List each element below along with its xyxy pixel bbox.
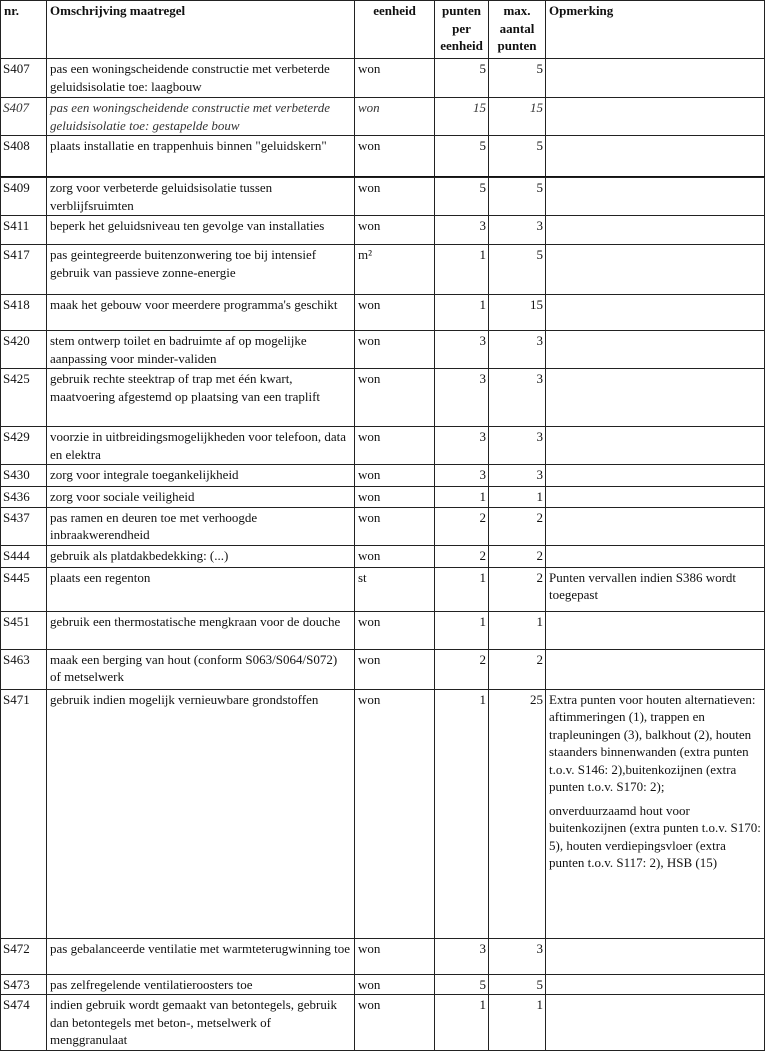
header-remark: Opmerking [546, 1, 765, 59]
points-per-unit: 3 [435, 216, 489, 245]
points-per-unit: 3 [435, 465, 489, 487]
measure-description: maak het gebouw voor meerdere programma's geschikt [47, 295, 355, 331]
measure-description: stem ontwerp toilet en badruimte af op mogelijke aanpassing voor minder-validen [47, 331, 355, 369]
table-row [1, 567, 765, 611]
measure-number: S407 [1, 59, 47, 98]
measure-number: S444 [1, 545, 47, 567]
max-points: 3 [489, 938, 546, 974]
max-points: 5 [489, 136, 546, 177]
points-per-unit: 3 [435, 938, 489, 974]
measure-description: gebruik een thermostatische mengkraan voor de douche [47, 611, 355, 649]
points-per-unit: 5 [435, 59, 489, 98]
remark-cell [546, 136, 765, 177]
max-points: 2 [489, 567, 546, 611]
table-row [1, 487, 765, 508]
measure-number: S473 [1, 974, 47, 995]
measure-description: pas zelfregelende ventilatieroosters toe [47, 974, 355, 995]
measure-description: pas ramen en deuren toe met verhoogde inbraakwerendheid [47, 507, 355, 545]
points-per-unit: 2 [435, 545, 489, 567]
measure-description: zorg voor verbeterde geluidsisolatie tussen verblijfsruimten [47, 178, 355, 216]
remark-cell [546, 369, 765, 427]
measure-description: plaats installatie en trappenhuis binnen "geluidskern" [47, 136, 355, 177]
unit-cell: won [355, 995, 435, 1051]
max-points: 15 [489, 98, 546, 136]
unit-cell: won [355, 487, 435, 508]
measure-description: voorzie in uitbreidingsmogelijkheden voor telefoon, data en elektra [47, 427, 355, 465]
remark-cell [546, 611, 765, 649]
points-per-unit: 1 [435, 487, 489, 508]
max-points: 2 [489, 545, 546, 567]
points-per-unit: 5 [435, 974, 489, 995]
header-points-per-unit: punten per eenheid [435, 1, 489, 59]
max-points: 25 [489, 689, 546, 938]
unit-cell: won [355, 59, 435, 98]
points-per-unit: 1 [435, 567, 489, 611]
remark-cell [546, 649, 765, 689]
table-row [1, 974, 765, 995]
measure-number: S408 [1, 136, 47, 177]
table-row [1, 649, 765, 689]
unit-cell: won [355, 938, 435, 974]
remark-cell [546, 995, 765, 1051]
table-row [1, 369, 765, 427]
measures-table [0, 177, 765, 1051]
remark-cell [546, 974, 765, 995]
max-points: 3 [489, 369, 546, 427]
measure-number: S417 [1, 245, 47, 295]
header-description: Omschrijving maatregel [47, 1, 355, 59]
max-points: 3 [489, 427, 546, 465]
unit-cell: won [355, 295, 435, 331]
remark-text: Extra punten voor houten alternatieven: aftimmeringen (1), trappen en trapleuningen (3), balkhout (2), houten staanders binnenwanden (extra punten t.o.v. S146: 2),buitenkozijnen (extra punten t.o.v. S170: 2); [549, 691, 756, 794]
points-per-unit: 2 [435, 649, 489, 689]
remark-cell [546, 59, 765, 98]
measure-number: S472 [1, 938, 47, 974]
header-max-points: max. aantal punten [489, 1, 546, 59]
measure-description: indien gebruik wordt gemaakt van betontegels, gebruik dan betontegels met beton-, metselwerk of menggranulaat [47, 995, 355, 1051]
remark-cell [546, 245, 765, 295]
table-row [1, 545, 765, 567]
table-row [1, 98, 765, 136]
table-row [1, 689, 765, 938]
measure-description: gebruik indien mogelijk vernieuwbare grondstoffen [47, 689, 355, 938]
points-per-unit: 5 [435, 136, 489, 177]
max-points: 5 [489, 59, 546, 98]
remark-text: Punten vervallen indien S386 wordt toegepast [549, 569, 737, 602]
remark-text-continued: onverduurzaamd hout voor buitenkozijnen (extra punten t.o.v. S170: 5), houten verdiepingsvloer (extra punten t.o.v. S117: 2), HSB (15) [549, 802, 761, 870]
measure-number: S436 [1, 487, 47, 508]
points-per-unit: 5 [435, 178, 489, 216]
measure-number: S445 [1, 567, 47, 611]
table-row [1, 995, 765, 1051]
remark-cell [546, 689, 765, 938]
remark-cell [546, 331, 765, 369]
measure-number: S451 [1, 611, 47, 649]
measures-table-top [0, 0, 765, 178]
unit-cell: won [355, 611, 435, 649]
unit-cell: won [355, 689, 435, 938]
unit-cell: won [355, 545, 435, 567]
points-per-unit: 1 [435, 995, 489, 1051]
measure-number: S425 [1, 369, 47, 427]
unit-cell: m² [355, 245, 435, 295]
remark-cell [546, 567, 765, 611]
points-per-unit: 1 [435, 689, 489, 938]
remark-cell [546, 938, 765, 974]
remark-cell [546, 465, 765, 487]
table-row [1, 507, 765, 545]
measure-description: pas een woningscheidende constructie met verbeterde geluidsisolatie toe: gestapelde bouw [47, 98, 355, 136]
points-per-unit: 1 [435, 245, 489, 295]
measure-description: pas geintegreerde buitenzonwering toe bij intensief gebruik van passieve zonne-energie [47, 245, 355, 295]
measure-description: maak een berging van hout (conform S063/S064/S072) of metselwerk [47, 649, 355, 689]
remark-cell [546, 98, 765, 136]
remark-cell [546, 216, 765, 245]
points-per-unit: 15 [435, 98, 489, 136]
remark-cell [546, 487, 765, 508]
measure-number: S420 [1, 331, 47, 369]
unit-cell: won [355, 427, 435, 465]
max-points: 1 [489, 995, 546, 1051]
header-unit: eenheid [355, 1, 435, 59]
table-row [1, 245, 765, 295]
max-points: 5 [489, 974, 546, 995]
table-row [1, 611, 765, 649]
max-points: 3 [489, 331, 546, 369]
max-points: 3 [489, 216, 546, 245]
measure-description: gebruik rechte steektrap of trap met één kwart, maatvoering afgestemd op plaatsing van een traplift [47, 369, 355, 427]
measure-number: S463 [1, 649, 47, 689]
unit-cell: won [355, 98, 435, 136]
remark-cell [546, 427, 765, 465]
unit-cell: won [355, 649, 435, 689]
points-per-unit: 1 [435, 611, 489, 649]
unit-cell: st [355, 567, 435, 611]
table-row [1, 331, 765, 369]
measure-description: pas gebalanceerde ventilatie met warmteterugwinning toe [47, 938, 355, 974]
points-per-unit: 2 [435, 507, 489, 545]
max-points: 2 [489, 649, 546, 689]
unit-cell: won [355, 136, 435, 177]
table-row [1, 938, 765, 974]
unit-cell: won [355, 331, 435, 369]
remark-cell [546, 507, 765, 545]
remark-cell [546, 178, 765, 216]
max-points: 5 [489, 178, 546, 216]
measure-number: S418 [1, 295, 47, 331]
measure-number: S437 [1, 507, 47, 545]
measure-number: S411 [1, 216, 47, 245]
table-row [1, 216, 765, 245]
max-points: 1 [489, 487, 546, 508]
measure-number: S407 [1, 98, 47, 136]
table-row [1, 465, 765, 487]
unit-cell: won [355, 216, 435, 245]
measure-number: S474 [1, 995, 47, 1051]
measure-description: zorg voor sociale veiligheid [47, 487, 355, 508]
unit-cell: won [355, 178, 435, 216]
measure-number: S430 [1, 465, 47, 487]
table-row [1, 59, 765, 98]
measure-number: S409 [1, 178, 47, 216]
unit-cell: won [355, 507, 435, 545]
max-points: 3 [489, 465, 546, 487]
measure-description: gebruik als platdakbedekking: (...) [47, 545, 355, 567]
table-row [1, 427, 765, 465]
points-per-unit: 1 [435, 295, 489, 331]
max-points: 15 [489, 295, 546, 331]
measure-description: pas een woningscheidende constructie met verbeterde geluidsisolatie toe: laagbouw [47, 59, 355, 98]
max-points: 5 [489, 245, 546, 295]
points-per-unit: 3 [435, 331, 489, 369]
table-header [1, 1, 765, 59]
points-per-unit: 3 [435, 427, 489, 465]
measure-number: S471 [1, 689, 47, 938]
measure-number: S429 [1, 427, 47, 465]
points-per-unit: 3 [435, 369, 489, 427]
unit-cell: won [355, 465, 435, 487]
header-nr: nr. [1, 1, 47, 59]
remark-cell [546, 295, 765, 331]
max-points: 1 [489, 611, 546, 649]
remark-cell [546, 545, 765, 567]
measure-description: plaats een regenton [47, 567, 355, 611]
unit-cell: won [355, 974, 435, 995]
measure-description: beperk het geluidsniveau ten gevolge van installaties [47, 216, 355, 245]
table-row [1, 178, 765, 216]
unit-cell: won [355, 369, 435, 427]
measure-description: zorg voor integrale toegankelijkheid [47, 465, 355, 487]
table-row [1, 136, 765, 177]
max-points: 2 [489, 507, 546, 545]
table-row [1, 295, 765, 331]
